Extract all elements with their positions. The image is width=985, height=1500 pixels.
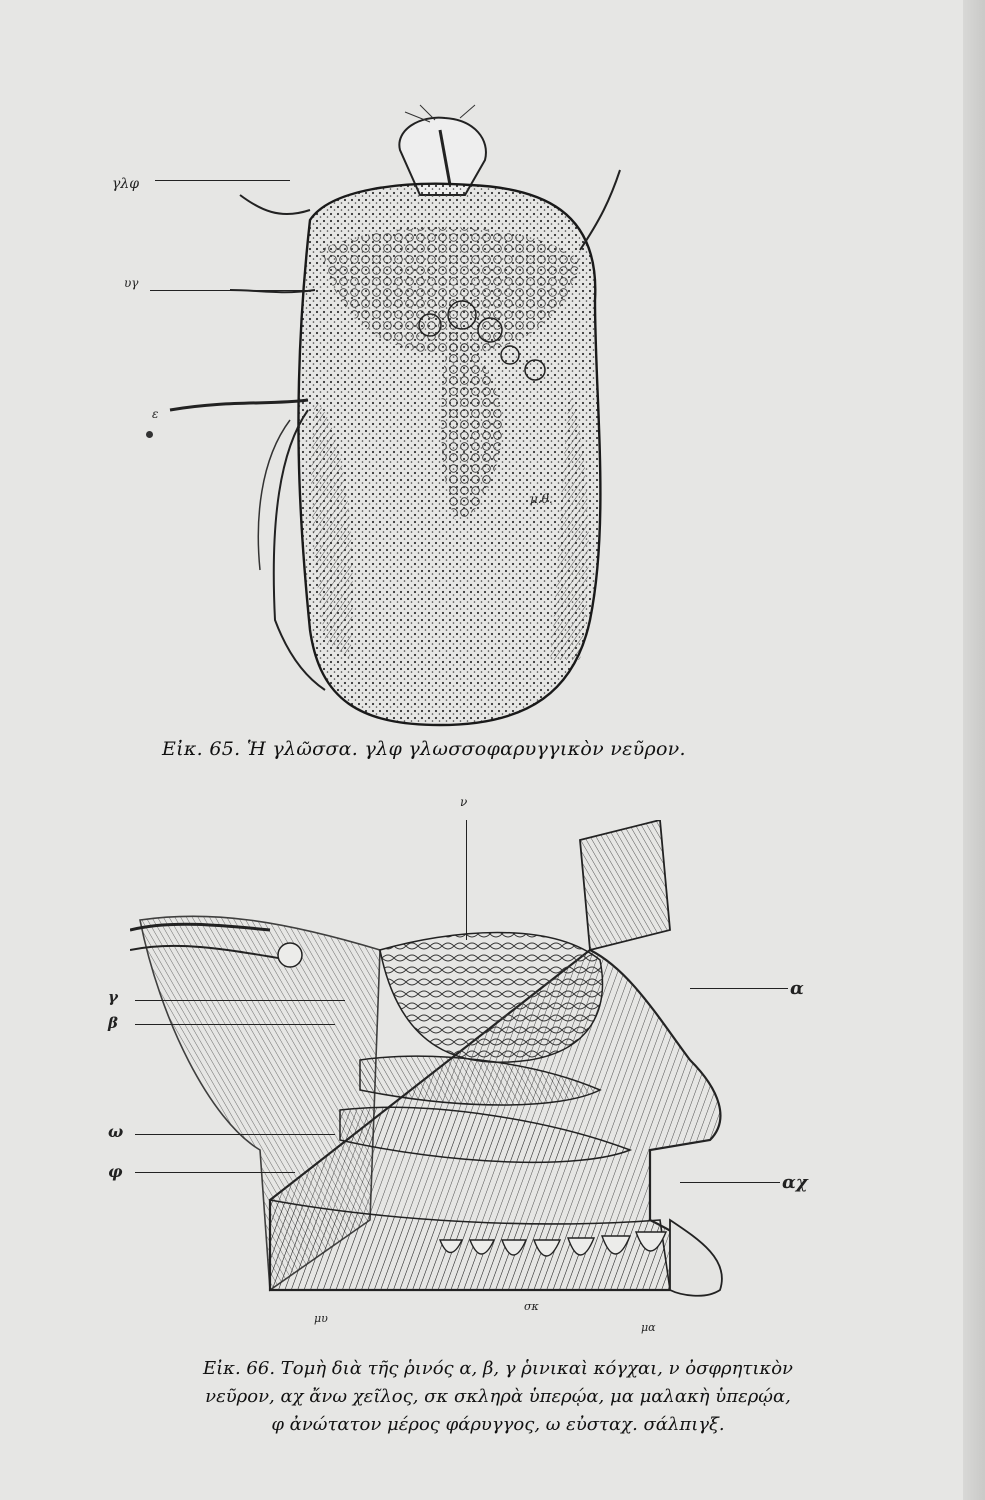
label-mth: μ.θ.	[530, 492, 553, 506]
leader-gamma	[135, 1000, 345, 1001]
nasal-section-illustration	[130, 820, 810, 1320]
label-omega: ω	[108, 1122, 124, 1141]
page-edge	[963, 0, 985, 1500]
label-e: ε	[152, 407, 159, 421]
leader-nu	[466, 820, 467, 940]
ink-speck	[146, 431, 153, 438]
label-ma: μα	[641, 1321, 656, 1334]
label-beta: β	[108, 1014, 118, 1032]
label-glph: γλφ	[112, 176, 140, 192]
tongue-illustration	[140, 100, 660, 730]
figure-66-caption	[98, 1355, 898, 1439]
label-phi: φ	[108, 1162, 123, 1181]
leader-beta	[135, 1024, 335, 1025]
figure-65-caption	[162, 738, 686, 760]
figure-65-text: Ἡ γλῶσσα. γλφ γλωσσοφαρυγγικὸν νεῦρον.	[246, 738, 686, 760]
label-gamma: γ	[108, 988, 118, 1006]
leader-ug	[150, 290, 315, 291]
leader-omega	[135, 1134, 335, 1135]
leader-glph	[155, 180, 290, 181]
leader-ach	[680, 1182, 780, 1183]
leader-phi	[135, 1172, 295, 1173]
label-alpha: α	[790, 978, 804, 999]
label-mu: μυ	[314, 1312, 328, 1325]
label-ug: υγ	[124, 276, 139, 290]
label-sk: σκ	[524, 1300, 539, 1313]
leader-alpha	[690, 988, 788, 989]
figure-66-caption-line-2: νεῦρον, αχ ἄνω χεῖλος, σκ σκληρὰ ὑπερῴα, μα μαλακὴ ὑπερῴα,	[205, 1386, 791, 1407]
label-nu: ν	[460, 795, 468, 809]
label-ach: αχ	[782, 1172, 808, 1193]
figure-65-number: Εἰκ. 65.	[162, 738, 241, 760]
figure-66-caption-line-3: φ ἀνώτατον μέρος φάρυγγος, ω εὐσταχ. σάλπιγξ.	[271, 1414, 725, 1435]
figure-66-caption-line-1: Εἰκ. 66. Τομὴ διὰ τῆς ῥινός α, β, γ ῥινικαὶ κόγχαι, ν ὀσφρητικὸν	[202, 1358, 793, 1379]
